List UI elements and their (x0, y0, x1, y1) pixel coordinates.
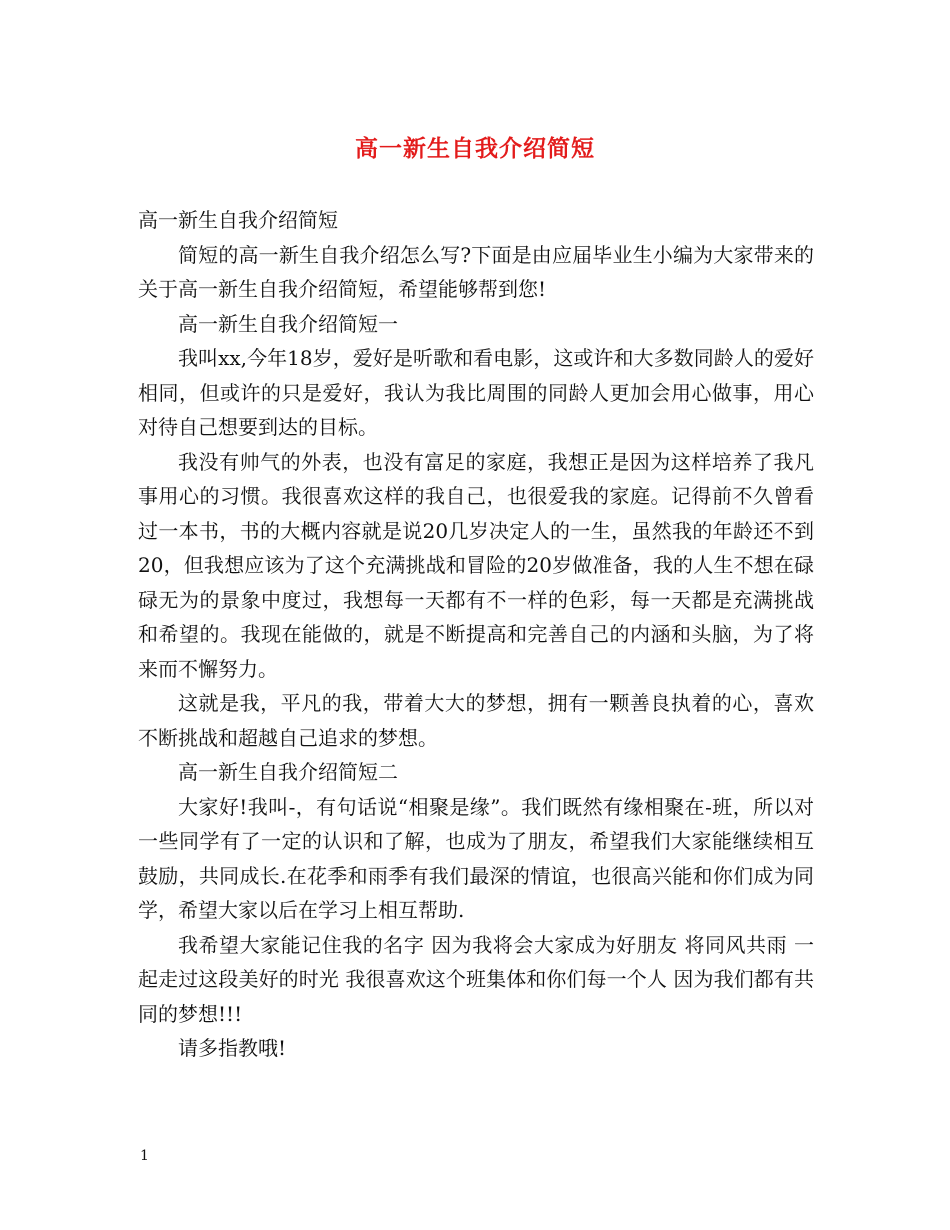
intro-paragraph: 简短的高一新生自我介绍怎么写?下面是由应届毕业生小编为大家带来的关于高一新生自我介绍简短，希望能够帮到您! (138, 242, 814, 301)
body-paragraph: 大家好!我叫-，有句话说“相聚是缘”。我们既然有缘相聚在-班，所以对一些同学有了一定的认识和了解，也成为了朋友，希望我们大家能继续相互鼓励，共同成长.在花季和雨季有我们最深的情谊，也很高兴能和你们成为同学，希望大家以后在学习上相互帮助. (138, 794, 814, 922)
body-paragraph: 这就是我，平凡的我，带着大大的梦想，拥有一颗善良执着的心，喜欢不断挑战和超越自己追求的梦想。 (138, 691, 814, 750)
body-paragraph: 我没有帅气的外表，也没有富足的家庭，我想正是因为这样培养了我凡事用心的习惯。我很喜欢这样的我自己，也很爱我的家庭。记得前不久曾看过一本书，书的大概内容就是说20几岁决定人的一生，虽然我的年龄还不到20，但我想应该为了这个充满挑战和冒险的20岁做准备，我的人生不想在碌碌无为的景象中度过，我想每一天都有不一样的色彩，每一天都是充满挑战和希望的。我现在能做的，就是不断提高和完善自己的内涵和头脑，为了将来而不懈努力。 (138, 449, 814, 681)
section-heading-two: 高一新生自我介绍简短二 (178, 760, 398, 784)
body-paragraph: 我希望大家能记住我的名字 因为我将会大家成为好朋友 将同风共雨 一起走过这段美好的时光 我很喜欢这个班集体和你们每一个人 因为我们都有共同的梦想!!! (138, 932, 814, 1026)
document-body (138, 203, 814, 1066)
closing-paragraph: 请多指教哦! (178, 1036, 287, 1060)
subtitle-paragraph: 高一新生自我介绍简短 (138, 208, 338, 232)
body-paragraph: 我叫xx,今年18岁，爱好是听歌和看电影，这或许和大多数同龄人的爱好相同，但或许的只是爱好，我认为我比周围的同龄人更加会用心做事，用心对待自己想要到达的目标。 (138, 346, 814, 439)
page-number: 1 (140, 1148, 149, 1164)
document-title: 高一新生自我介绍简短 (355, 135, 595, 162)
section-heading-one: 高一新生自我介绍简短一 (178, 311, 398, 336)
